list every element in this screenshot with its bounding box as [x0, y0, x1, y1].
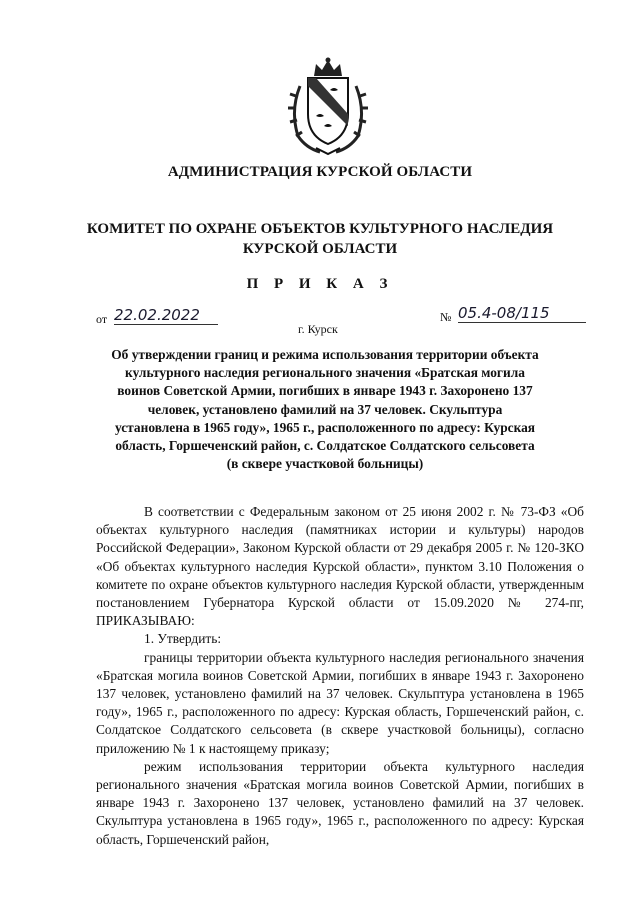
- number-value: 05.4-08/115: [458, 304, 586, 323]
- committee-title-line1: КОМИТЕТ ПО ОХРАНЕ ОБЪЕКТОВ КУЛЬТУРНОГО НАСЛЕДИЯ: [86, 221, 554, 237]
- paragraph-boundaries: границы территории объекта культурного наследия регионального значения «Братская могила воинов Советской Армии, погибших в январе 1943 г. Захоронено 137 человек, установлено фамилий на 37 человек. Скульптура установлена в 1965 году», 1965 г., расположенного по адресу: Курская область, Горшеченский район, с. Солдатское Солдатского сельсовета (в сквере участковой больницы), согласно приложению № 1 к настоящему приказу;: [96, 649, 584, 756]
- committee-title-line2: КУРСКОЙ ОБЛАСТИ: [242, 241, 398, 257]
- city-label: г. Курск: [298, 322, 338, 336]
- administration-title: АДМИНИСТРАЦИЯ КУРСКОЙ ОБЛАСТИ: [167, 164, 473, 180]
- coat-of-arms-icon: [286, 56, 370, 156]
- paragraph-usage-regime: режим использования территории объекта культурного наследия регионального значения «Братская могила воинов Советской Армии, погибших в январе 1943 г. Захоронено 137 человек, установлено фамилий на 37 человек. Скульптура установлена в 1965 году», 1965 г., расположенного по адресу: Курская область, Горшеченский район,: [96, 758, 584, 847]
- order-body: [96, 503, 584, 849]
- document-type-title: П Р И К А З: [246, 276, 394, 292]
- paragraph-legal-basis: В соответствии с Федеральным законом от 25 июня 2002 г. № 73-ФЗ «Об объектах культурного наследия (памятниках истории и культуры) народов Российской Федерации», Законом Курской области от 29 декабря 2005 г. № 120-ЗКО «Об объектах культурного наследия Курской области», пунктом 3.10 Положения о комитете по охране объектов культурного наследия Курской области, утвержденным постановлением Губернатора Курской области от 15.09.2020 № 274-пг, ПРИКАЗЫВАЮ:: [96, 504, 584, 629]
- date-prefix: от: [96, 312, 108, 326]
- paragraph-approve: 1. Утвердить:: [144, 631, 222, 647]
- date-value: 22.02.2022: [114, 306, 218, 325]
- number-prefix: №: [440, 310, 452, 324]
- order-subject: Об утверждении границ и режима использования территории объекта культурного наследия регионального значения «Братская могила воинов Советской Армии, погибших в январе 1943 г. Захоронено 137 человек, установлено фамилий на 37 человек. Скульптура установлена в 1965 году», 1965 г., расположенного по адресу: Курская область, Горшеченский район, с. Солдатское Солдатского сельсовета (в сквере участковой больницы): [111, 347, 539, 472]
